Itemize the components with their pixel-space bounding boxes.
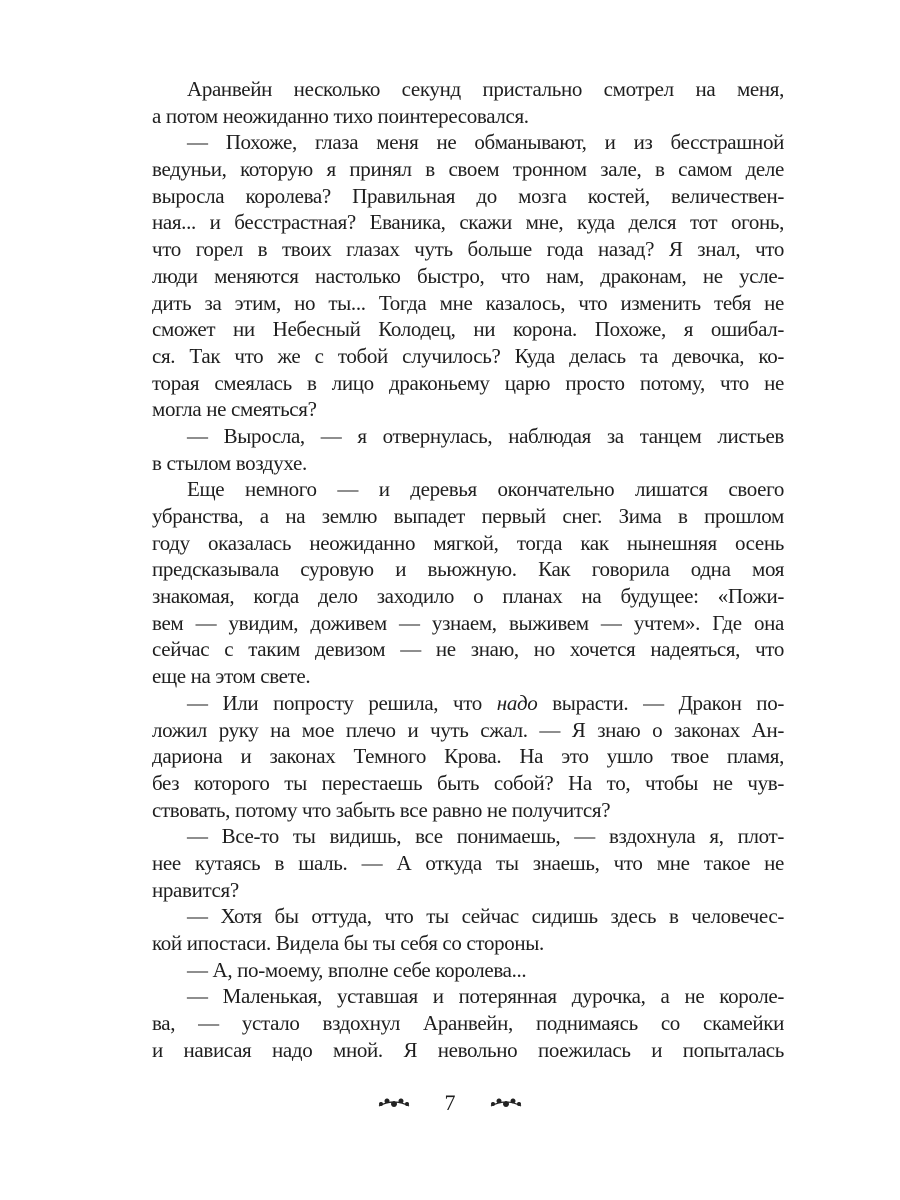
text-line: дариона и законах Темного Крова. На это ушло твое пламя, — [152, 744, 784, 769]
page-footer — [0, 1088, 900, 1116]
text-line — [152, 690, 784, 717]
text-line: Аранвейн несколько секунд пристально смотрел на меня, — [187, 77, 784, 101]
text-line: нравится? — [152, 877, 239, 902]
text-line: убранства, а на землю выпадет первый снег. Зима в прошлом — [152, 504, 784, 528]
text-line: кой ипостаси. Видела бы ты себя со стороны. — [152, 931, 544, 955]
text-segment: вырасти. — Дракон по- — [537, 690, 784, 715]
text-line: сможет ни Небесный Колодец, ни корона. Похоже, я ошибал- — [152, 317, 784, 342]
floral-ornament-right-icon — [489, 1090, 523, 1116]
text-line: предсказывала суровую и вьюжную. Как говорила одна моя — [152, 557, 784, 582]
text-line: — Хотя бы оттуда, что ты сейчас сидишь здесь в человечес- — [187, 904, 784, 929]
text-line: ва, — устало вздохнул Аранвейн, поднимаясь со скамейки — [152, 1011, 784, 1036]
text-line: ся. Так что же с тобой случилось? Куда делась та девочка, ко- — [152, 343, 784, 368]
text-line: люди меняются настолько быстро, что нам, драконам, не усле- — [152, 263, 784, 288]
text-line: ведуньи, которую я принял в своем тронном зале, в самом деле — [152, 157, 784, 182]
text-line: и нависая надо мной. Я невольно поежилась и попыталась — [152, 1037, 784, 1062]
text-line: сейчас с таким девизом — не знаю, но хочется надеяться, что — [152, 637, 784, 662]
text-line: без которого ты перестаешь быть собой? На то, чтобы не чув- — [152, 770, 784, 795]
text-line: — А, по-моему, вполне себе королева... — [187, 957, 527, 982]
text-line: — Выросла, — я отвернулась, наблюдая за танцем листьев — [187, 423, 784, 448]
text-line: еще на этом свете. — [152, 664, 311, 689]
text-line: выросла королева? Правильная до мозга костей, величествен- — [152, 183, 784, 208]
text-line: — Все-то ты видишь, все понимаешь, — вздохнула я, плот- — [187, 824, 784, 849]
text-line: году оказалась неожиданно мягкой, тогда как нынешняя осень — [152, 530, 784, 555]
text-segment: — Или попросту решила, что — [187, 690, 497, 715]
text-line: вем — увидим, доживем — узнаем, выживем — учтем». Где она — [152, 610, 784, 635]
text-line: нее кутаясь в шаль. — А откуда ты знаешь, что мне такое не — [152, 850, 784, 875]
floral-ornament-left-icon — [377, 1090, 411, 1116]
text-line: ствовать, потому что забыть все равно не получится? — [152, 797, 611, 822]
text-line: ложил руку на мое плечо и чуть сжал. — Я знаю о законах Ан- — [152, 717, 784, 742]
text-line: торая смеялась в лицо драконьему царю просто потому, что не — [152, 370, 784, 395]
text-line: в стылом воздухе. — [152, 450, 307, 475]
text-line: знакомая, когда дело заходило о планах на будущее: «Пожи- — [152, 584, 784, 609]
italic-text: надо — [496, 690, 538, 715]
text-line: — Маленькая, уставшая и потерянная дурочка, а не короле- — [187, 984, 784, 1009]
text-line: а потом неожиданно тихо поинтересовался. — [152, 103, 529, 128]
text-line: ная... и бесстрастная? Еваника, скажи мне, куда делся тот огонь, — [152, 210, 784, 235]
page-number: 7 — [444, 1089, 456, 1115]
text-line: что горел в твоих глазах чуть больше года назад? Я знал, что — [152, 237, 784, 262]
text-line: дить за этим, но ты... Тогда мне казалось, что изменить тебя не — [152, 290, 784, 315]
text-line: могла не смеяться? — [152, 397, 317, 422]
page-body-text — [152, 76, 784, 1063]
text-line: — Похоже, глаза меня не обманывают, и из бесстрашной — [187, 130, 784, 155]
text-line: Еще немного — и деревья окончательно лишатся своего — [187, 477, 784, 502]
